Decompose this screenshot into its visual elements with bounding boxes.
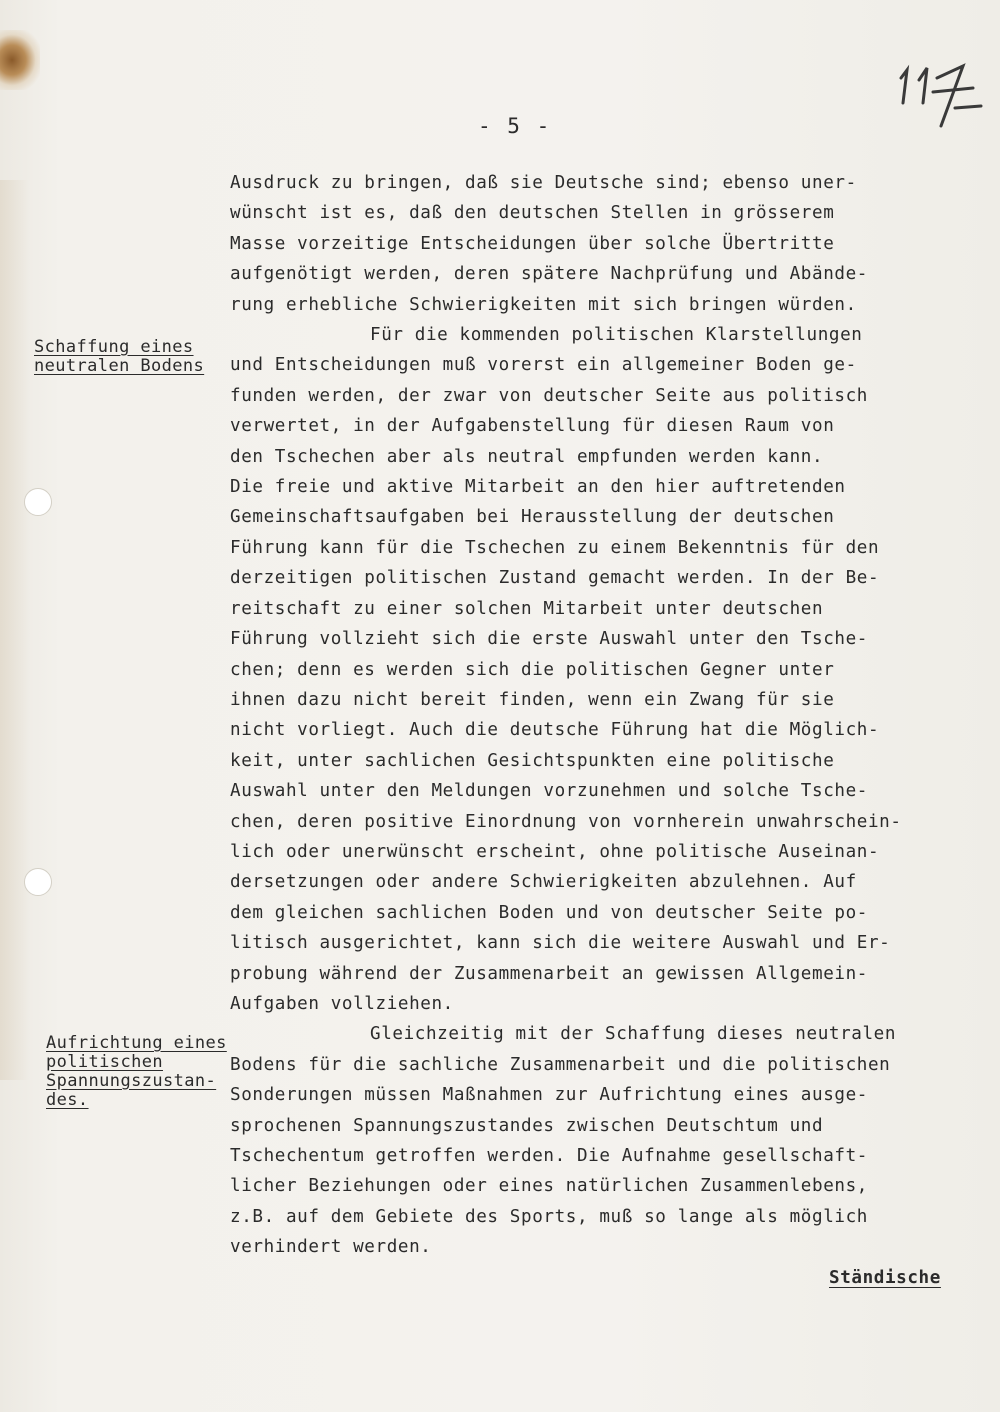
body-line: reitschaft zu einer solchen Mitarbeit unter deutschen [230,598,824,619]
body-line: dem gleichen sachlichen Boden und von deutscher Seite po- [230,902,868,923]
body-line: ihnen dazu nicht bereit finden, wenn ein Zwang für sie [230,689,835,710]
body-line: keit, unter sachlichen Gesichtspunkten eine politische [230,750,835,771]
margin-note-line: Spannungszustan- [46,1071,217,1091]
body-line: chen; denn es werden sich die politischen Gegner unter [230,659,835,680]
body-line: lich oder unerwünscht erscheint, ohne politische Auseinan- [230,841,880,862]
body-line: licher Beziehungen oder eines natürlichen Zusammenlebens, [230,1176,868,1197]
margin-note-tension [46,1034,227,1110]
body-line: sprochenen Spannungszustandes zwischen Deutschtum und [230,1115,824,1136]
margin-note-line: des. [46,1090,89,1110]
body-line: nicht vorliegt. Auch die deutsche Führung hat die Möglich- [230,720,880,741]
body-line: Für die kommenden politischen Klarstellungen [370,325,863,346]
body-line: verwertet, in der Aufgabenstellung für diesen Raum von [230,416,835,437]
body-line: funden werden, der zwar von deutscher Seite aus politisch [230,385,868,406]
body-line: Bodens für die sachliche Zusammenarbeit und die politischen [230,1054,891,1075]
body-line: Tschechentum getroffen werden. Die Aufnahme gesellschaft- [230,1146,868,1166]
body-line: dersetzungen oder andere Schwierigkeiten abzulehnen. Auf [230,872,857,893]
body-line: aufgenötigt werden, deren spätere Nachprüfung und Abände- [230,264,868,285]
body-line: rung erhebliche Schwierigkeiten mit sich bringen würden. [230,294,857,315]
body-line: den Tschechen aber als neutral empfunden werden kann. [230,446,824,467]
body-line: wünscht ist es, daß den deutschen Stellen in grösserem [230,203,835,224]
body-line: Masse vorzeitige Entscheidungen über solche Übertritte [230,233,835,254]
catchword: Ständische [829,1268,941,1288]
body-line: und Entscheidungen muß vorerst ein allgemeiner Boden ge- [230,355,857,376]
body-line: Ausdruck zu bringen, daß sie Deutsche sind; ebenso uner- [230,173,857,193]
body-line: litisch ausgerichtet, kann sich die weitere Auswahl und Er- [230,933,891,954]
body-line: Aufgaben vollziehen. [230,993,454,1014]
body-line: derzeitigen politischen Zustand gemacht werden. In der Be- [230,568,880,589]
body-line: Führung kann für die Tschechen zu einem Bekenntnis für den [230,537,880,558]
margin-note-line: politischen [46,1052,163,1072]
punch-hole-bottom [24,868,52,896]
page-number: - 5 - [478,114,552,138]
body-line: Auswahl unter den Meldungen vorzunehmen und solche Tsche- [230,781,868,802]
margin-note-neutral-ground [34,338,204,376]
body-line: Führung vollzieht sich die erste Auswahl unter den Tsche- [230,629,868,650]
body-line: chen, deren positive Einordnung von vornherein unwahrschein- [230,811,902,832]
edge-stain [0,180,30,1080]
body-line: verhindert werden. [230,1237,432,1258]
punch-hole-top [24,488,52,516]
body-line: Die freie und aktive Mitarbeit an den hier auftretenden [230,477,846,498]
handwritten-folio-number [893,48,993,138]
body-text [230,168,990,1263]
body-line: Gleichzeitig mit der Schaffung dieses neutralen [370,1024,897,1045]
body-line: z.B. auf dem Gebiete des Sports, muß so lange als möglich [230,1206,868,1227]
body-line: probung während der Zusammenarbeit an gewissen Allgemein- [230,963,868,984]
body-line: Gemeinschaftsaufgaben bei Herausstellung der deutschen [230,507,835,528]
body-line: Sonderungen müssen Maßnahmen zur Aufrichtung eines ausge- [230,1085,868,1106]
margin-note-line: Aufrichtung eines [46,1033,227,1053]
margin-note-line: neutralen Bodens [34,356,205,376]
burn-mark [0,30,40,90]
margin-note-line: Schaffung eines [34,337,194,357]
